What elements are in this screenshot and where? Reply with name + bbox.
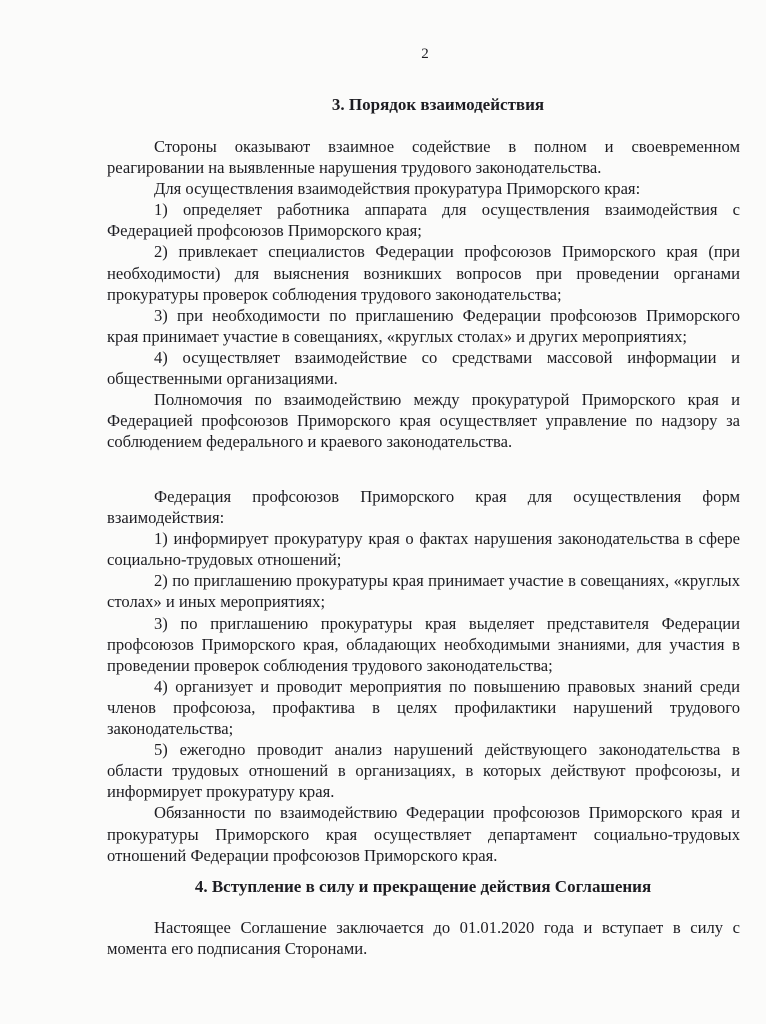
list-item: 2) по приглашению прокуратуры края принимает участие в совещаниях, «круглых столах» и иных мероприятиях;	[107, 571, 740, 612]
section-4-body	[107, 917, 740, 959]
list-item: 4) осуществляет взаимодействие со средствами массовой информации и общественными организациями.	[107, 347, 740, 389]
list-item: 2) привлекает специалистов Федерации профсоюзов Приморского края (при необходимости) для выяснения возникших вопросов при проведении органами прокуратуры проверок соблюдения трудового законодательства;	[107, 242, 740, 304]
federation-body	[107, 486, 740, 866]
section-4-title: 4. Вступление в силу и прекращение действия Соглашения	[194, 877, 652, 896]
list-item: 1) информирует прокуратуру края о фактах нарушения законодательства в сфере социально-трудовых отношений;	[107, 529, 740, 570]
list-item: 3) при необходимости по приглашению Федерации профсоюзов Приморского края принимает участие в совещаниях, «круглых столах» и других мероприятиях;	[107, 305, 740, 346]
list-item: 5) ежегодно проводит анализ нарушений действующего законодательства в области трудовых отношений в организациях, в которых действуют профсоюзы, и информирует прокуратуру края.	[107, 740, 740, 802]
paragraph: Стороны оказывают взаимное содействие в полном и своевременном реагировании на выявленные нарушения трудового законодательства.	[107, 137, 740, 178]
paragraph: Федерация профсоюзов Приморского края для осуществления форм взаимодействия:	[107, 487, 740, 528]
list-item: 3) по приглашению прокуратуры края выделяет представителя Федерации профсоюзов Приморского края, обладающих необходимыми знаниями, для участия в проведении проверок соблюдения трудового законодательства;	[107, 613, 740, 675]
paragraph: Обязанности по взаимодействию Федерации профсоюзов Приморского края и прокуратуры Приморского края осуществляет департамент социально-трудовых отношений Федерации профсоюзов Приморского края.	[107, 803, 740, 865]
paragraph: Полномочия по взаимодействию между прокуратурой Приморского края и Федерацией профсоюзов Приморского края осуществляет управление по надзору за соблюдением федерального и краевого законодательства.	[107, 390, 740, 452]
list-item: 4) организует и проводит мероприятия по повышению правовых знаний среди членов профсоюза, профактива в целях профилактики нарушений трудового законодательства;	[107, 676, 740, 739]
section-3-title: 3. Порядок взаимодействия	[331, 95, 545, 114]
page-number: 2	[421, 46, 429, 62]
paragraph: Для осуществления взаимодействия прокуратура Приморского края:	[154, 179, 641, 199]
list-item: 1) определяет работника аппарата для осуществления взаимодействия с Федерацией профсоюзов Приморского края;	[107, 200, 740, 241]
section-3-body	[107, 136, 740, 452]
paragraph: Настоящее Соглашение заключается до 01.01.2020 года и вступает в силу с момента его подписания Сторонами.	[107, 918, 740, 959]
